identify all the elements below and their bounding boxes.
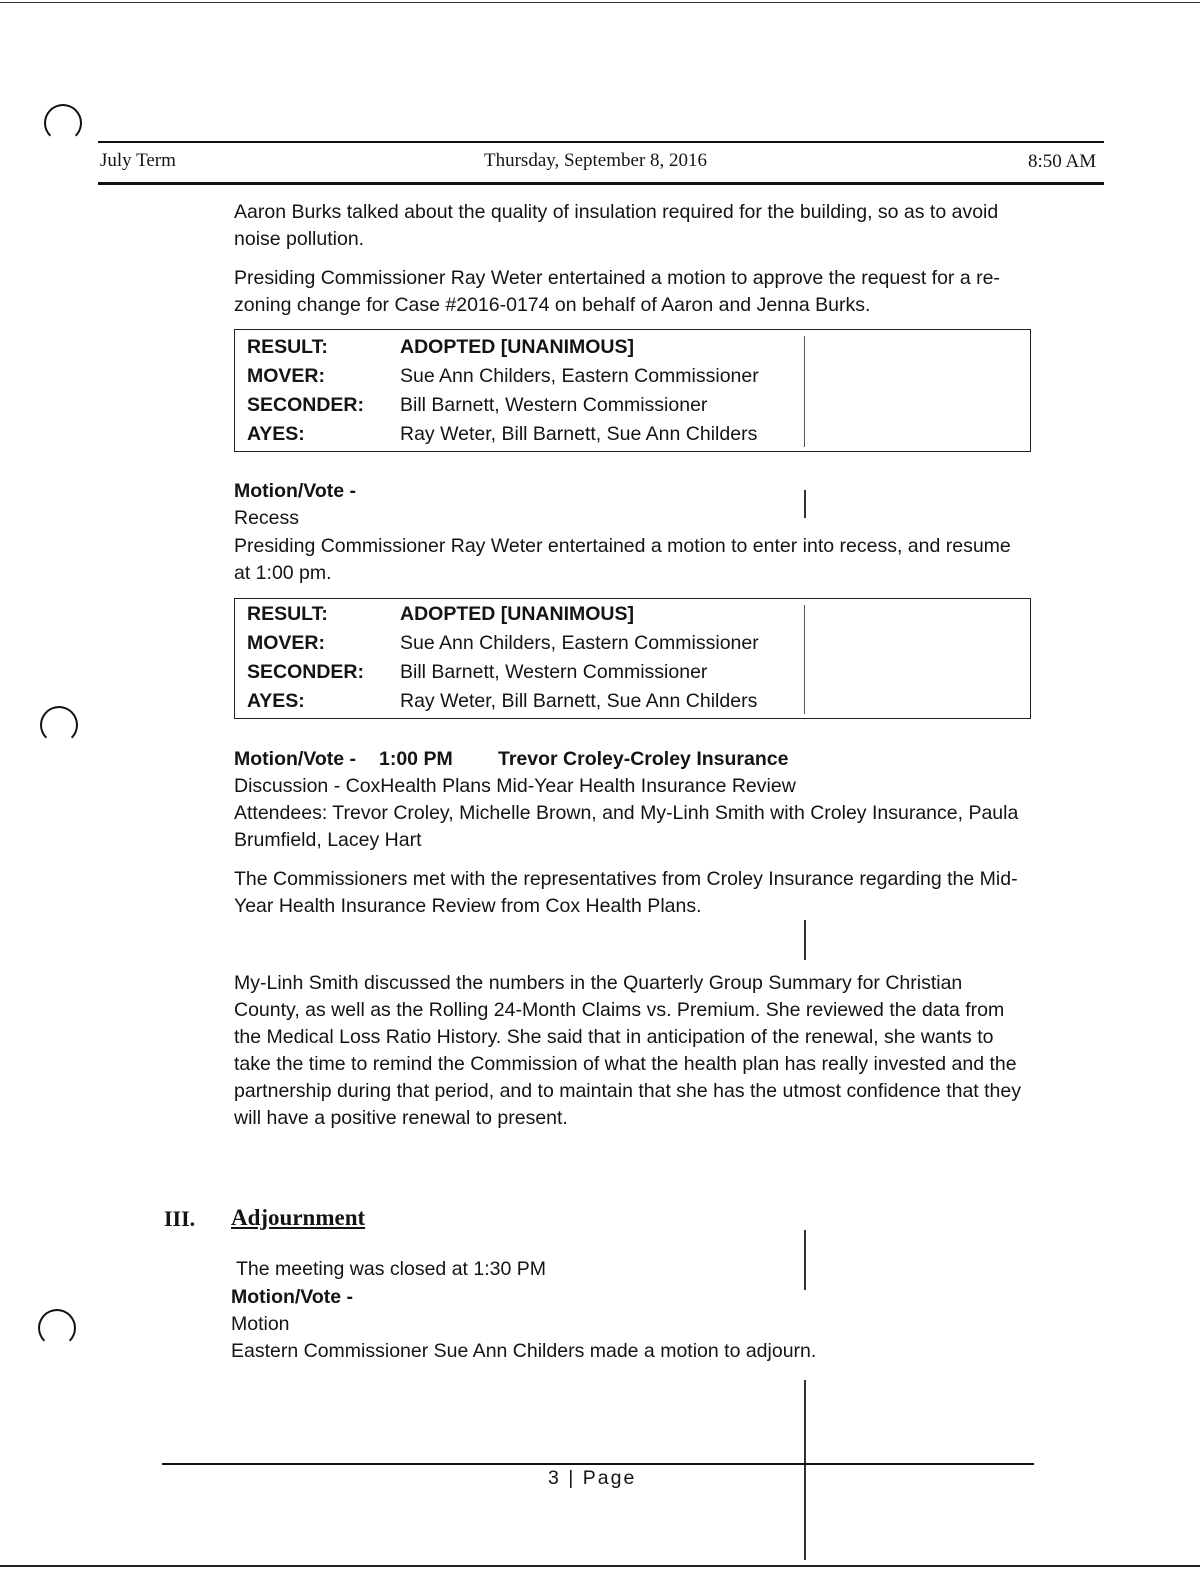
paragraph-rezoning-motion: Presiding Commissioner Ray Weter entertained a motion to approve the request for a re-zoning change for Case #2016-0174 on behalf of Aaron and Jenna Burks. xyxy=(234,267,1000,316)
result-label: RESULT: xyxy=(247,603,328,625)
section-title-adjournment: Adjournment xyxy=(231,1205,366,1230)
meeting-closed-line: The meeting was closed at 1:30 PM xyxy=(236,1258,546,1280)
discussion-line: Discussion - CoxHealth Plans Mid-Year Health Insurance Review xyxy=(234,775,796,797)
header-date: Thursday, September 8, 2016 xyxy=(484,150,708,171)
motion-subject-adjourn: Motion xyxy=(231,1313,290,1335)
vote-row-seconder xyxy=(247,391,1027,420)
motion-presenter: Trevor Croley-Croley Insurance xyxy=(498,748,789,770)
paragraph-insulation: Aaron Burks talked about the quality of insulation required for the building, so as to avoid noise pollution. xyxy=(234,201,999,250)
motion-text-adjourn: Eastern Commissioner Sue Ann Childers made a motion to adjourn. xyxy=(231,1340,817,1362)
vote-table-divider xyxy=(804,605,805,714)
vote-row-result xyxy=(247,333,1027,362)
section-number: III. xyxy=(164,1206,196,1231)
punch-hole-icon xyxy=(44,104,82,142)
vote-row-seconder xyxy=(247,658,1027,687)
scan-top-edge xyxy=(0,2,1200,3)
header-term: July Term xyxy=(100,150,176,171)
motion-heading-insurance: Motion/Vote - xyxy=(234,748,357,770)
vote-row-result xyxy=(247,600,1027,629)
vote-table-recess xyxy=(234,598,1031,719)
motion-time-insurance: 1:00 PM xyxy=(379,748,453,770)
vote-row-mover xyxy=(247,362,1027,391)
scan-mark xyxy=(804,490,806,518)
punch-hole-icon xyxy=(40,706,78,744)
punch-hole-icon xyxy=(38,1309,76,1347)
ayes-label: AYES: xyxy=(247,690,305,712)
motion-heading-recess: Motion/Vote - xyxy=(234,480,357,502)
paragraph-commissioners-met: The Commissioners met with the representatives from Croley Insurance regarding the Mid-Year Health Insurance Review from Cox Health Plans. xyxy=(234,868,1018,917)
result-label: RESULT: xyxy=(247,336,328,358)
paragraph-mylinh-discussion: My-Linh Smith discussed the numbers in the Quarterly Group Summary for Christian County, as well as the Rolling 24-Month Claims vs. Premium. She reviewed the data from the Medical Loss Ratio History. She said that in anticipation of the renewal, she wants to take the time to remind the Commission of what the health plan has really invested and the partnership during that period, and to maintain that she has the utmost confidence that they will have a positive renewal to present. xyxy=(234,972,1021,1129)
scan-mark xyxy=(804,1380,806,1560)
header-rule-bottom xyxy=(98,182,1104,185)
ayes-label: AYES: xyxy=(247,423,305,445)
vote-row-mover xyxy=(247,629,1027,658)
vote-row-ayes xyxy=(247,687,1027,716)
page-number: 3 | Page xyxy=(548,1467,637,1489)
attendees-line: Attendees: Trevor Croley, Michelle Brown, and My-Linh Smith with Croley Insurance, Paula Brumfield, Lacey Hart xyxy=(234,802,1019,851)
scan-mark xyxy=(804,1230,806,1290)
mover-label: MOVER: xyxy=(247,365,325,387)
mover-value: Sue Ann Childers, Eastern Commissioner xyxy=(400,365,759,387)
result-value: ADOPTED [UNANIMOUS] xyxy=(400,336,634,358)
footer-rule xyxy=(162,1463,1034,1465)
motion-subject-recess: Recess xyxy=(234,507,300,529)
paragraph-recess-motion: Presiding Commissioner Ray Weter entertained a motion to enter into recess, and resume at 1:00 pm. xyxy=(234,535,1011,584)
seconder-value: Bill Barnett, Western Commissioner xyxy=(400,394,708,416)
seconder-value: Bill Barnett, Western Commissioner xyxy=(400,661,708,683)
ayes-value: Ray Weter, Bill Barnett, Sue Ann Childers xyxy=(400,423,758,445)
ayes-value: Ray Weter, Bill Barnett, Sue Ann Childers xyxy=(400,690,758,712)
scan-bottom-edge xyxy=(0,1565,1200,1567)
header-rule-top xyxy=(98,141,1104,143)
scan-mark xyxy=(804,920,806,960)
vote-table-rezoning xyxy=(234,329,1031,452)
vote-table-divider xyxy=(804,336,805,447)
seconder-label: SECONDER: xyxy=(247,394,365,416)
vote-row-ayes xyxy=(247,420,1027,449)
motion-heading-adjourn: Motion/Vote - xyxy=(231,1286,354,1308)
seconder-label: SECONDER: xyxy=(247,661,365,683)
mover-label: MOVER: xyxy=(247,632,325,654)
header-time: 8:50 AM xyxy=(1028,151,1097,172)
mover-value: Sue Ann Childers, Eastern Commissioner xyxy=(400,632,759,654)
result-value: ADOPTED [UNANIMOUS] xyxy=(400,603,634,625)
